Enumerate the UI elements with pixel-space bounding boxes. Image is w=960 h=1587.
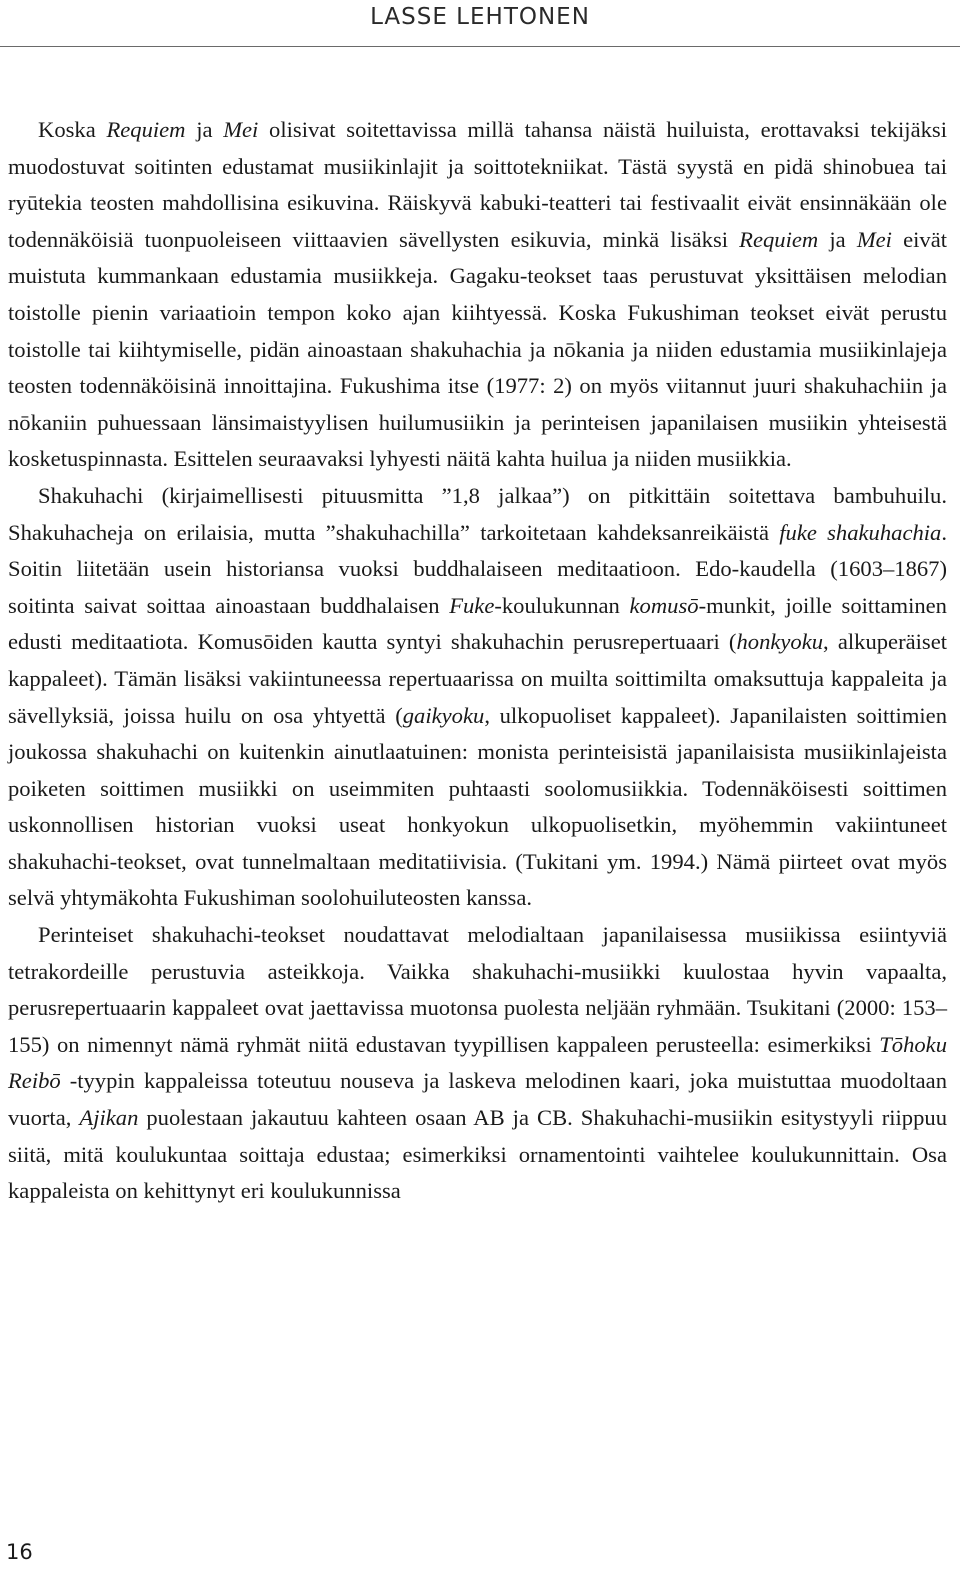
paragraph-text: olisivat soitettavissa millä tahansa näistä huiluista, erottavaksi tekijäksi muodostuvat soitinten edustamat musiikinlajit ja soittotekniikat. Tästä syystä en pidä shinobuea tai ryūtekia teosten mahdollisina esikuvina. Räiskyvä kabuki-teatteri tai festivaalit eivät ensinnäkään ole todennäköisiä tuonpuoleiseen viittaavien sävellysten esikuvia, minkä lisäksi: [8, 117, 947, 252]
work-title: Requiem: [739, 226, 819, 252]
work-title: Mei: [223, 117, 259, 142]
work-title: Ajikan: [79, 1105, 139, 1131]
running-header: LASSE LEHTONEN: [370, 4, 590, 30]
work-title: Tōhoku Reibō: [8, 1031, 947, 1094]
paragraph-text: . Soitin liitetään usein historiansa vuoksi buddhalaiseen meditaatioon. Edo-kaudella (1603–1867) soitinta saivat soittaa ainoastaan buddhalaisen: [8, 519, 947, 618]
work-title: Requiem: [106, 117, 186, 142]
body-text: [8, 112, 947, 1210]
italic-term: komusō: [629, 592, 699, 618]
paragraph: [8, 112, 947, 478]
paragraph-text: Shakuhachi (kirjaimellisesti pituusmitta ”1,8 jalkaa”) on pitkittäin soitettava bambuhuilu. Shakuhacheja on erilaisia, mutta ”shakuhachilla” tarkoitetaan kahdeksanreikäistä: [8, 482, 947, 545]
paragraph: [8, 917, 947, 1210]
paragraph-text: -koulukunnan: [494, 592, 630, 618]
page-number: 16: [6, 1540, 33, 1564]
italic-term: fuke shakuhachia: [779, 519, 942, 545]
work-title: Mei: [856, 226, 892, 252]
italic-term: honkyoku: [736, 629, 824, 655]
paragraph-text: eivät muistuta kummankaan edustamia musiikkeja. Gagaku-teokset taas perustuvat yksittäisen melodian toistolle pienin variaatioin tempon koko ajan kiihtyessä. Koska Fukushiman teokset eivät perustu toistolle tai kiihtymiselle, pidän ainoastaan shakuhachia ja nōkania ja niiden edustamia musiikinlajeja teosten todennäköisinä innoittajina. Fukushima itse (1977: 2) on myös viitannut juuri shakuhachiin ja nōkaniin puhuessaan länsimaistyylisen huilumusiikin ja perinteisen japanilaisen musiikin yhteisestä kosketuspinnasta. Esittelen seuraavaksi lyhyesti näitä kahta huilua ja niiden musiikkia.: [8, 226, 948, 472]
paragraph-text: puolestaan jakautuu kahteen osaan AB ja CB. Shakuhachi-musiikin esitystyyli riippuu siitä, mitä koulukuntaa soittaja edustaa; esimerkiksi ornamentointi vaihtelee koulukunnittain. Osa kappaleista on kehittynyt eri koulukunnissa: [8, 1105, 947, 1204]
paragraph-text: , alkuperäiset kappaleet). Tämän lisäksi vakiintuneessa repertuaarissa on muilta soittimilta omaksuttuja kappaleita ja sävellyksiä, joissa huilu on osa yhtyettä (: [8, 629, 947, 728]
italic-term: Fuke: [449, 592, 495, 618]
italic-term: gaikyoku: [402, 702, 485, 728]
paragraph-text: ja: [185, 117, 224, 142]
paragraph-text: , ulkopuoliset kappaleet). Japanilaisten soittimien joukossa shakuhachi on kuitenkin ainutlaatuinen: monista perinteisistä japanilaisista musiikinlajeista poiketen soittimen musiikki on useimmiten puhtaasti soolomusiikkia. Todennäköisesti soittimen uskonnollisen historian vuoksi useat honkyokun ulkopuolisetkin, myöhemmin vakiintuneet shakuhachi-teokset, ovat tunnelmaltaan meditatiivisia. (Tukitani ym. 1994.) Nämä piirteet ovat myös selvä yhtymäkohta Fukushiman soolohuiluteosten kanssa.: [8, 702, 947, 911]
paragraph-text: -munkit, joille soittaminen edusti meditaatiota. Komusōiden kautta syntyi shakuhachin perusrepertuaari (: [8, 592, 947, 655]
paragraph-text: Koska: [38, 117, 107, 142]
paragraph-text: Perinteiset shakuhachi-teokset noudattavat melodialtaan japanilaisessa musiikissa esiintyviä tetrakordeille perustuvia asteikkoja. Vaikka shakuhachi-musiikki kuulostaa hyvin vapaalta, perusrepertuaarin kappaleet ovat jaettavissa muotonsa puolesta neljään ryhmään. Tsukitani (2000: 153–155) on nimennyt nämä ryhmät niitä edustavan tyypillisen kappaleen perusteella: esimerkiksi: [8, 922, 947, 1057]
paragraph-text: -tyypin kappaleissa toteutuu nouseva ja laskeva melodinen kaari, joka muistuttaa muodoltaan vuorta,: [8, 1068, 947, 1131]
paragraph: [8, 478, 947, 917]
paragraph-text: ja: [818, 226, 857, 252]
header-divider: [0, 46, 960, 47]
